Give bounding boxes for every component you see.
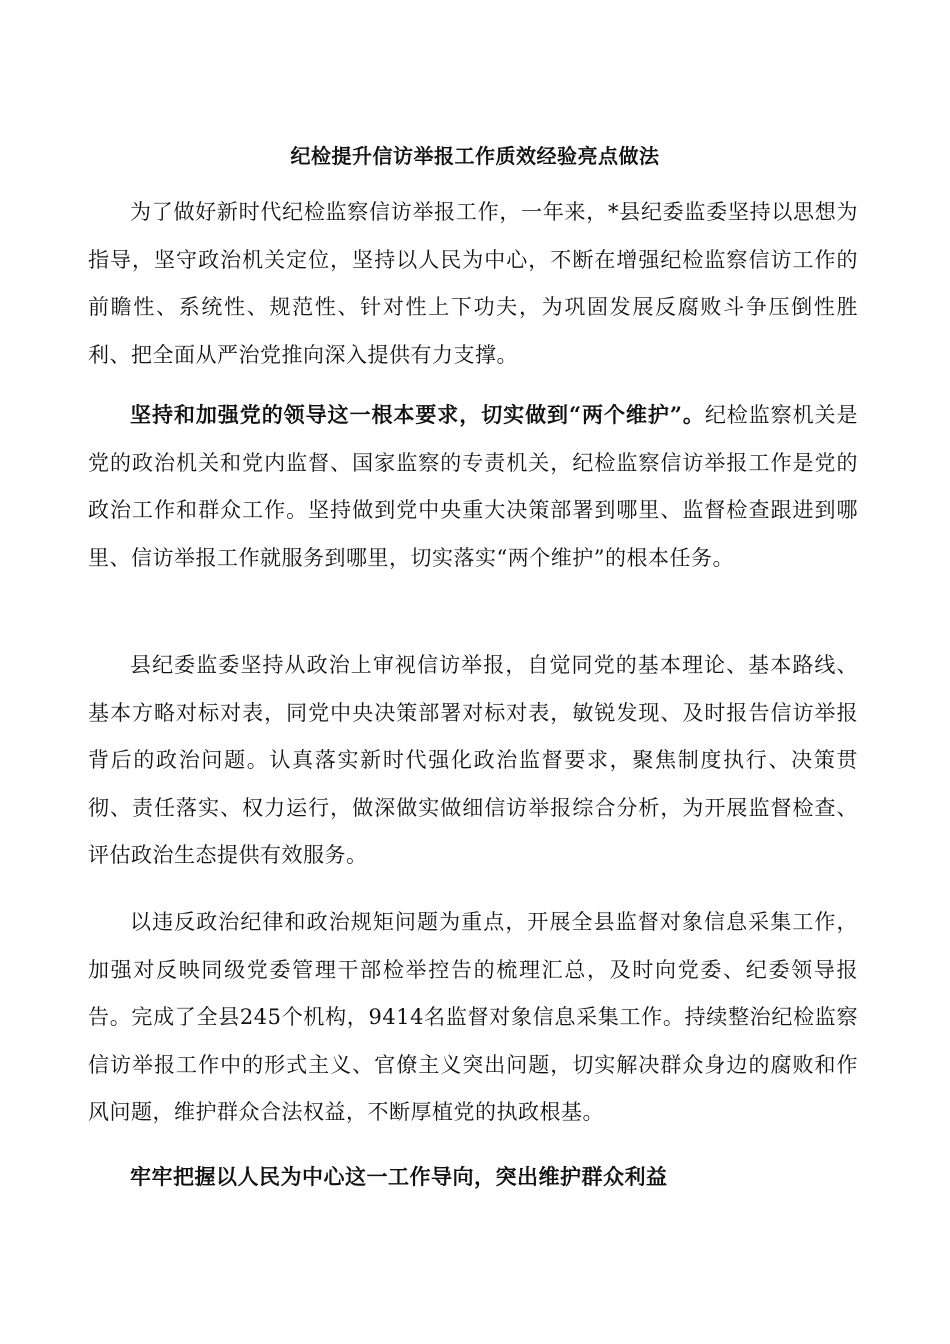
paragraph-text: 县纪委监委坚持从政治上审视信访举报，自觉同党的基本理论、基本路线、基本方略对标对表，同党中央决策部署对标对表，敏锐发现、及时报告信访举报背后的政治问题。认真落实新时代强化政治监督要求，聚焦制度执行、决策贯彻、责任落实、权力运行，做深做实做细信访举报综合分析，为开展监督检查、评估政治生态提供有效服务。 <box>88 653 858 867</box>
paragraph-party-leadership <box>88 391 858 582</box>
paragraph-text: 纪检监察机关是党的政治机关和党内监督、国家监察的专责机关，纪检监察信访举报工作是党的政治工作和群众工作。坚持做到党中央重大决策部署到哪里、监督检查跟进到哪里、信访举报工作就服务到哪里，切实落实“两个维护”的根本任务。 <box>88 403 859 570</box>
paragraph-information-collection <box>88 898 858 1137</box>
paragraph-text: 为了做好新时代纪检监察信访举报工作，一年来，*县纪委监委坚持以思想为指导，坚守政治机关定位，坚持以人民为中心，不断在增强纪检监察信访工作的前瞻性、系统性、规范性、针对性上下功夫，为巩固发展反腐败斗争压倒性胜利、把全面从严治党推向深入提供有力支撑。 <box>88 200 858 367</box>
paragraph-text: 以违反政治纪律和政治规矩问题为重点，开展全县监督对象信息采集工作，加强对反映同级党委管理干部检举控告的梳理汇总，及时向党委、纪委领导报告。完成了全县245个机构，9414名监督对象信息采集工作。持续整治纪检监察信访举报工作中的形式主义、官僚主义突出问题，切实解决群众身边的腐败和作风问题，维护群众合法权益，不断厚植党的执政根基。 <box>88 910 858 1124</box>
section-heading-people-centered <box>88 1153 858 1201</box>
paragraph-lead: 坚持和加强党的领导这一根本要求，切实做到“两个维护”。 <box>130 402 705 427</box>
paragraph-intro <box>88 188 858 379</box>
paragraph-text: 牢牢把握以人民为中心这一工作导向，突出维护群众利益 <box>130 1164 668 1189</box>
paragraph-political-review <box>88 641 858 880</box>
document-title: 纪检提升信访举报工作质效经验亮点做法 <box>290 144 660 168</box>
